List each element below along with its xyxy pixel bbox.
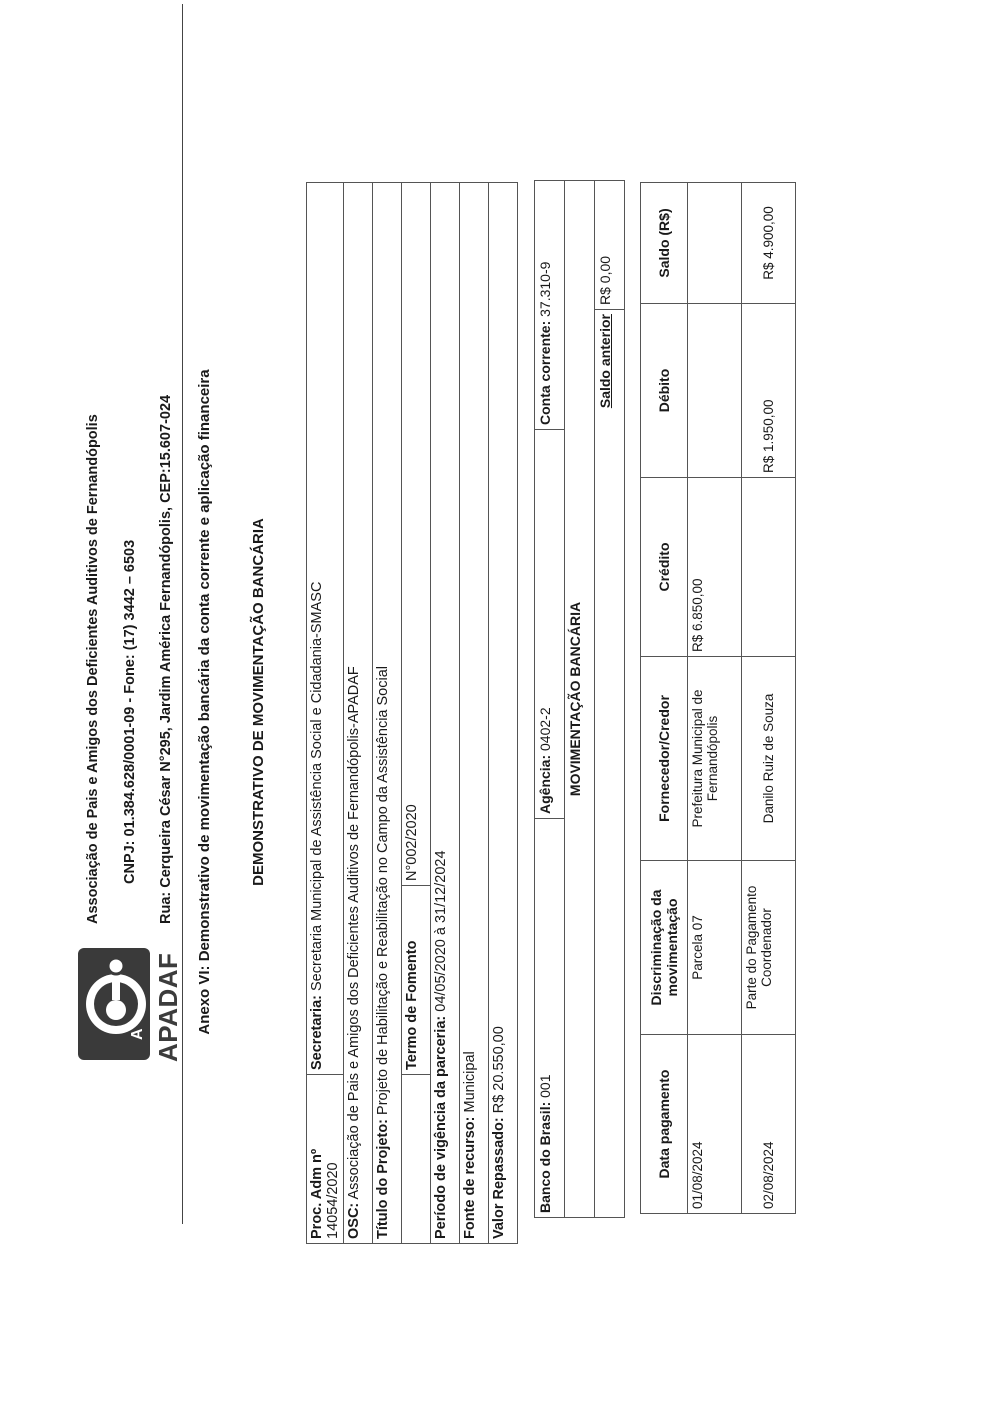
org-name: Associação de Pais e Amigos dos Deficientes Auditivos de Fernandópolis bbox=[85, 414, 101, 924]
project-info-table bbox=[306, 182, 518, 1244]
header-divider bbox=[182, 4, 183, 1224]
cell-debito: R$ 1.950,00 bbox=[742, 304, 796, 478]
termo-value-cell: N°002/2020 bbox=[402, 183, 431, 886]
cell-credito: R$ 6.850,00 bbox=[688, 478, 742, 657]
bank-account-table bbox=[534, 180, 625, 1218]
cell-fornecedor: Prefeitura Municipal de Fernandópolis bbox=[688, 657, 742, 861]
movements-header-row bbox=[641, 183, 688, 1214]
cell-debito bbox=[688, 304, 742, 478]
table-row bbox=[742, 183, 796, 1214]
logo-letter: A bbox=[129, 1028, 146, 1040]
col-discriminacao: Discriminação da movimentação bbox=[641, 861, 688, 1035]
col-credito: Crédito bbox=[641, 478, 688, 657]
valor-cell: Valor Repassado: R$ 20.550,00 bbox=[489, 183, 518, 1244]
col-fornecedor: Fornecedor/Credor bbox=[641, 657, 688, 861]
agencia-cell: Agência: 0402-2 bbox=[535, 430, 565, 819]
cell-data: 02/08/2024 bbox=[742, 1035, 796, 1214]
titulo-cell: Título do Projeto: Projeto de Habilitação e Reabilitação no Campo da Assistência Social bbox=[373, 183, 402, 1244]
table-row bbox=[688, 183, 742, 1214]
cell-saldo: R$ 4.900,00 bbox=[742, 183, 796, 304]
address: Rua: Cerqueira César N°295, Jardim América Fernandópolis, CEP:15.607-024 bbox=[158, 394, 174, 924]
col-debito: Débito bbox=[641, 304, 688, 478]
document-title: DEMONSTRATIVO DE MOVIMENTAÇÃO BANCÁRIA bbox=[250, 518, 267, 886]
saldo-anterior-label: Saldo anterior bbox=[595, 310, 625, 430]
col-data: Data pagamento bbox=[641, 1035, 688, 1214]
col-saldo: Saldo (R$) bbox=[641, 183, 688, 304]
periodo-cell: Período de vigência da parceria: 04/05/2020 à 31/12/2024 bbox=[431, 183, 460, 1244]
cell-discriminacao: Parcela 07 bbox=[688, 861, 742, 1035]
cnpj-phone: CNPJ: 01.384.628/0001-09 - Fone: (17) 3442 – 6503 bbox=[122, 539, 138, 884]
movements-table bbox=[640, 182, 796, 1214]
conta-cell: Conta corrente: 37.310-9 bbox=[535, 181, 565, 430]
cell-data: 01/08/2024 bbox=[688, 1035, 742, 1214]
fonte-cell: Fonte de recurso: Municipal bbox=[460, 183, 489, 1244]
termo-label-cell: Termo de Fomento bbox=[402, 886, 431, 1075]
cell-credito bbox=[742, 478, 796, 657]
saldo-anterior-value: R$ 0,00 bbox=[595, 181, 625, 310]
cell-fornecedor: Danilo Ruiz de Souza bbox=[742, 657, 796, 861]
osc-cell: OSC: Associação de Pais e Amigos dos Deficientes Auditivos de Fernandópolis-APADAF bbox=[344, 183, 373, 1244]
proc-cell: Proc. Adm nº 14054/2020 bbox=[307, 1075, 344, 1244]
secretaria-cell: Secretaria: Secretaria Municipal de Assistência Social e Cidadania-SMASC bbox=[307, 183, 344, 1075]
logo-text: APADAF bbox=[153, 952, 183, 1062]
banco-cell: Banco do Brasil: 001 bbox=[535, 819, 565, 1218]
cell-discriminacao: Parte do Pagamento Coordenador bbox=[742, 861, 796, 1035]
cell-saldo bbox=[688, 183, 742, 304]
section-title: MOVIMENTAÇÃO BANCÁRIA bbox=[565, 181, 595, 1218]
annex-title: Anexo VI: Demonstrativo de movimentação bancária da conta corrente e aplicação financeira bbox=[196, 369, 213, 1035]
